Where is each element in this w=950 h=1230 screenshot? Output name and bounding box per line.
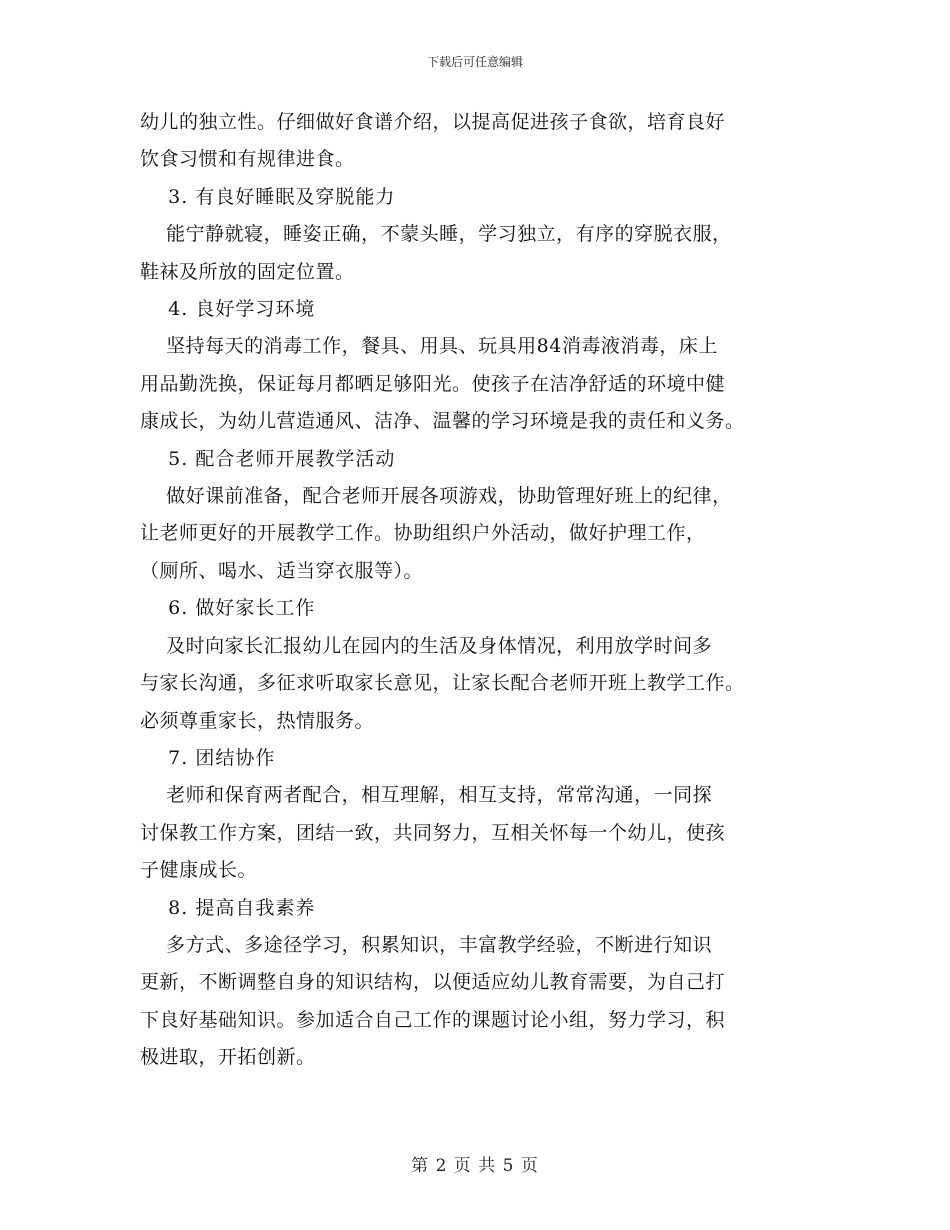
text-line: 讨保教工作方案，团结一致，共同努力，互相关怀每一个幼儿，使孩 xyxy=(140,821,726,844)
text-line: 鞋袜及所放的固定位置。 xyxy=(140,260,355,283)
text-line: 与家长沟通，多征求听取家长意见，让家长配合老师开班上教学工作。 xyxy=(140,672,745,695)
text-line: 及时向家长汇报幼儿在园内的生活及身体情况，利用放学时间多 xyxy=(140,634,713,657)
text-line: 极进取，开拓创新。 xyxy=(140,1046,316,1069)
text-line: 必须尊重家长，热情服务。 xyxy=(140,709,375,732)
text-line: 幼儿的独立性。仔细做好食谱介绍，以提高促进孩子食欲，培育良好 xyxy=(140,111,726,133)
text-line: 坚持每天的消毒工作，餐具、用具、玩具用84消毒液消毒，床上 xyxy=(140,335,718,358)
text-line: 饮食习惯和有规律进食。 xyxy=(140,148,355,171)
text-line: 让老师更好的开展教学工作。协助组织户外活动，做好护理工作， xyxy=(140,522,706,545)
section-heading: 6. 做好家长工作 xyxy=(140,597,316,620)
text-line: 用品勤洗换，保证每月都晒足够阳光。使孩子在洁净舒适的环境中健 xyxy=(140,372,726,395)
section-heading: 4. 良好学习环境 xyxy=(140,298,316,321)
text-line: 康成长，为幼儿营造通风、洁净、温馨的学习环境是我的责任和义务。 xyxy=(140,410,745,433)
text-line: 做好课前准备，配合老师开展各项游戏，协助管理好班上的纪律， xyxy=(140,485,732,508)
document-body xyxy=(140,104,820,1077)
text-line: 老师和保育两者配合，相互理解，相互支持，常常沟通，一同探 xyxy=(140,784,713,807)
section-heading: 3. 有良好睡眠及穿脱能力 xyxy=(140,185,396,208)
text-line: （厕所、喝水、适当穿衣服等）。 xyxy=(140,559,424,582)
section-heading: 5. 配合老师开展教学活动 xyxy=(140,447,396,470)
section-heading: 8. 提高自我素养 xyxy=(140,896,316,919)
text-line: 更新，不断调整自身的知识结构，以便适应幼儿教育需要，为自己打 xyxy=(140,971,726,994)
page-header: 下载后可任意编辑 xyxy=(426,55,523,69)
text-line: 子健康成长。 xyxy=(140,859,258,882)
section-heading: 7. 团结协作 xyxy=(140,746,276,769)
text-line: 多方式、多途径学习，积累知识，丰富教学经验，不断进行知识 xyxy=(140,933,713,956)
page-footer: 第 2 页 共 5 页 xyxy=(411,1156,539,1176)
text-line: 能宁静就寝，睡姿正确，不蒙头睡，学习独立，有序的穿脱衣服， xyxy=(140,223,732,246)
text-line: 下良好基础知识。参加适合自己工作的课题讨论小组，努力学习，积 xyxy=(140,1008,726,1031)
